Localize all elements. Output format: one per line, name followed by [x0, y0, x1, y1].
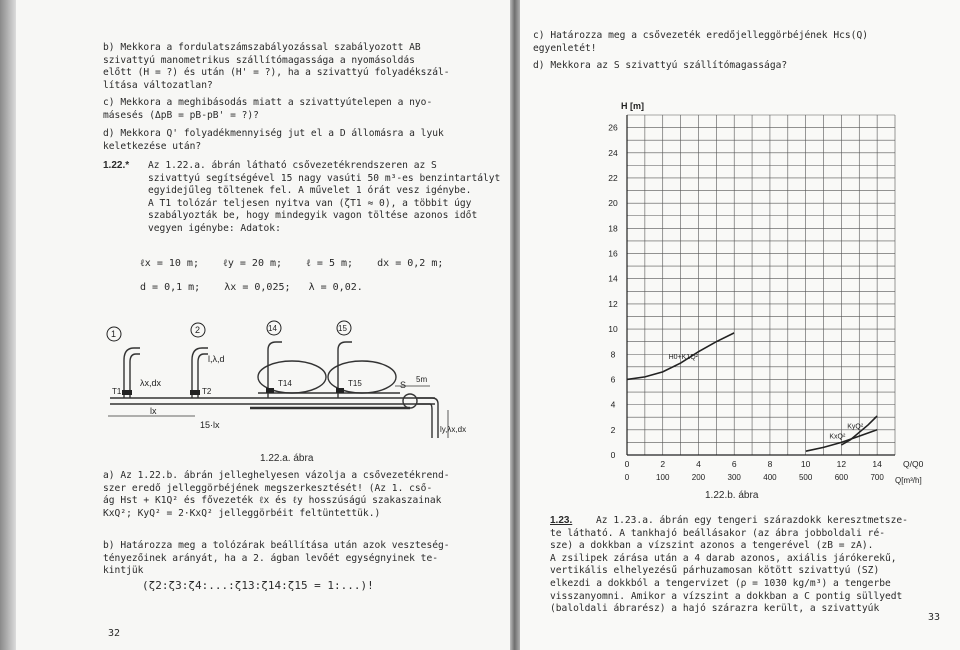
x2-tick-label: 200	[691, 473, 706, 482]
x2-tick-label: 400	[763, 473, 777, 482]
pump-label: S	[400, 380, 407, 390]
y-tick-label: 6	[610, 374, 616, 385]
x2-tick-label: 300	[727, 473, 741, 482]
figure-a-caption: 1.22.a. ábra	[260, 453, 314, 464]
page-number-right: 33	[928, 612, 941, 623]
x-tick-label: 12	[836, 459, 847, 469]
task-a-text: a) Az 1.22.b. ábrán jelleghelyesen vázolja a csővezetékrend- szer eredő jelleggörbéjének megszerkesztését! (Az 1. cső- ág Hst + K1Q² és fővezeték ℓx és ℓy hosszúságú szakaszainak KxQ²; KyQ² = 2·KxQ² jelleggörbéit feltüntettük.)	[103, 470, 450, 519]
y-axis-label: H [m]	[621, 101, 644, 111]
series-label: KyQ²	[847, 423, 864, 431]
lx-label: lx	[150, 406, 157, 416]
y-tick-label: 0	[610, 450, 616, 460]
y-tick-label: 20	[608, 198, 618, 209]
lambda-x-label: λx,dx	[140, 378, 162, 388]
problem-d-text: d) Mekkora Q' folyadékmennyiség jut el a D állomásra a lyuk keletkezése után?	[103, 128, 444, 152]
data-row-2: d = 0,1 m; λx = 0,025; λ = 0,02.	[140, 282, 363, 293]
x2-tick-label: 600	[834, 473, 849, 482]
problem-23-text: Az 1.23.a. ábrán egy tengeri szárazdokk keresztmetsze- te látható. A tankhajó beállásakor (az ábra jobboldali ré- sze) a dokkban a vízszint azonos a tengerével (zB = zA). A zsilipek zárása után a 4 darab azonos, axiális járókerekű, vertikális elhelyezésű párhuzamosan kötött szivattyú (SZ) elkezdi a dokkból a tengervizet (ρ = 1030 kg/m³) a tengerbe visszanyomni. Amikor a vízszint a dokkban a C pontig süllyedt (baloldali ábrarész) a hajó szárazra került, a szivattyúk	[550, 515, 908, 615]
branch-14-label: 14	[268, 324, 277, 333]
task-d-text: d) Mekkora az S szivattyú szállítómagassága?	[533, 60, 788, 71]
t1-label: T1	[112, 387, 122, 396]
height-label: 5m	[416, 375, 428, 384]
fifteen-lx-label: 15·lx	[200, 420, 220, 430]
figure-b-caption: 1.22.b. ábra	[705, 490, 759, 501]
lambda-d-label: l,λ,d	[208, 354, 225, 364]
data-row-1: ℓx = 10 m; ℓy = 20 m; ℓ = 5 m; dx = 0,2 m;	[140, 258, 444, 269]
x2-axis-label: Q[m³/h]	[895, 476, 922, 485]
y-tick-label: 16	[608, 248, 618, 259]
y-tick-label: 2	[610, 424, 616, 435]
x-tick-label: 2	[660, 459, 666, 469]
x2-tick-label: 700	[870, 473, 884, 482]
branch-2-label: 2	[195, 325, 201, 335]
right-page	[515, 0, 960, 650]
problem-b-text: b) Mekkora a fordulatszámszabályozással szabályozott AB szivattyú manometrikus szállítómagassága a nyomásoldás előtt (H = ?) és után (H' = ?), ha a szivattyú folyadékszál- lítása változatlan?	[103, 42, 450, 91]
y-tick-label: 24	[608, 147, 618, 158]
y-tick-label: 4	[610, 399, 616, 410]
x-tick-label: 10	[800, 459, 811, 469]
problem-c-text: c) Mekkora a meghibásodás miatt a szivattyútelepen a nyo- másesés (ΔpB = pB-pB' = ?)?	[103, 97, 433, 121]
branch-1-label: 1	[111, 329, 117, 339]
x-axis-label: Q/Q0	[903, 459, 924, 469]
binding-edge	[510, 0, 520, 650]
branch-15-label: 15	[338, 324, 347, 333]
task-c-text: c) Határozza meg a csővezeték eredőjelleggörbéjének Hcs(Q) egyenletét!	[533, 30, 869, 54]
x-tick-label: 4	[696, 459, 701, 469]
y-tick-label: 10	[608, 324, 618, 335]
problem-23-number: 1.23.	[550, 515, 573, 526]
t14-label: T14	[278, 379, 292, 388]
task-b-text: b) Határozza meg a tolózárak beállítása után azok veszteség- tényezőinek arányát, ha a 2. ágban levőét egységnyinek te- kintjük	[103, 540, 450, 577]
left-edge-shadow	[0, 0, 16, 650]
y-tick-label: 8	[610, 349, 616, 360]
ly-label: ly,λx,dx	[440, 425, 467, 434]
pipe-system-diagram	[100, 320, 500, 440]
x-tick-label: 0	[624, 459, 630, 469]
x-tick-label: 14	[872, 459, 882, 469]
problem-number: 1.22.*	[103, 160, 130, 171]
x2-tick-label: 0	[624, 473, 630, 482]
y-tick-label: 18	[608, 223, 618, 234]
series-label: H0+K1Q²	[668, 354, 698, 362]
series-label: KxQ²	[829, 433, 846, 441]
page-number-left: 32	[108, 628, 121, 639]
x2-tick-label: 100	[656, 473, 670, 482]
characteristic-chart	[595, 95, 945, 490]
y-tick-label: 22	[608, 172, 618, 183]
x-tick-label: 6	[731, 459, 737, 469]
x-tick-label: 8	[767, 459, 773, 469]
ratio-text: (ζ2:ζ3:ζ4:...:ζ13:ζ14:ζ15 = 1:...)!	[142, 579, 374, 592]
y-tick-label: 14	[608, 273, 618, 284]
problem-text: Az 1.22.a. ábrán látható csővezetékrendszeren az S szivattyú segítségével 15 nagy vasúti 50 m³-es benzintartályt egyidejűleg töltenek fel. A művelet 1 órát vesz igénybe. A T1 tolózár teljesen nyitva van (ζT1 ≈ 0), a többit úgy szabályozták be, hogy mindegyik vagon töltése azonos időt vegyen igénybe: Adatok:	[148, 160, 501, 234]
y-tick-label: 26	[608, 122, 618, 133]
t2-label: T2	[202, 387, 212, 396]
x2-tick-label: 500	[798, 473, 813, 482]
y-tick-label: 12	[608, 298, 618, 309]
t15-label: T15	[348, 379, 362, 388]
